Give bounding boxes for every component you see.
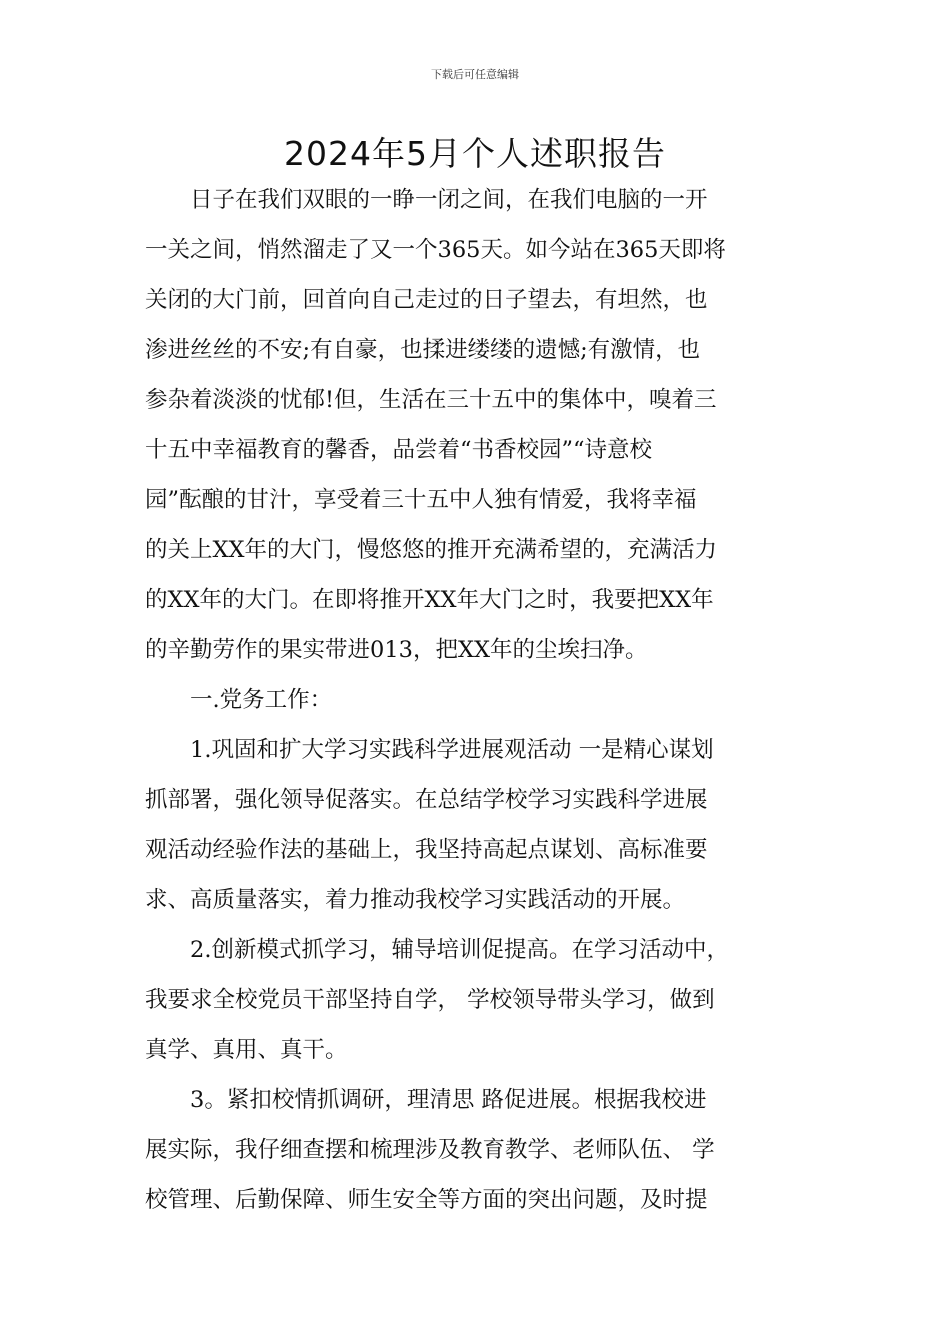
body-line: 求、高质量落实，着力推动我校学习实践活动的开展。 xyxy=(145,887,686,913)
body-line: 的辛勤劳作的果实带进013，把XX年的尘埃扫净。 xyxy=(145,637,648,663)
body-line: 2.创新模式抓学习，辅导培训促提高。在学习活动中， xyxy=(145,937,729,963)
body-line: 园”酝酿的甘汁，享受着三十五中人独有情爱，我将幸福 xyxy=(145,487,697,513)
body-line: 渗进丝丝的不安;有自豪，也揉进缕缕的遗憾;有激情，也 xyxy=(145,337,701,363)
body-line: 日子在我们双眼的一睁一闭之间，在我们电脑的一开 xyxy=(145,187,708,213)
body-line: 观活动经验作法的基础上，我坚持高起点谋划、高标准要 xyxy=(145,837,708,863)
body-line: 十五中幸福教育的馨香，品尝着“书香校园”“诗意校 xyxy=(145,437,653,463)
body-line: 我要求全校党员干部坚持自学， 学校领导带头学习，做到 xyxy=(145,987,715,1013)
body-line: 抓部署，强化领导促落实。在总结学校学习实践科学进展 xyxy=(145,787,708,813)
body-line: 的关上XX年的大门，慢悠悠的推开充满希望的，充满活力 xyxy=(145,537,718,563)
body-line: 1.巩固和扩大学习实践科学进展观活动 一是精心谋划 xyxy=(145,737,714,763)
document-title: 2024年5月个人述职报告 xyxy=(284,134,666,173)
section-heading: 一.党务工作： xyxy=(145,687,333,713)
body-line: 3。紧扣校情抓调研，理清思 路促进展。根据我校进 xyxy=(145,1087,707,1113)
body-line: 关闭的大门前，回首向自己走过的日子望去，有坦然，也 xyxy=(145,287,708,313)
body-line: 参杂着淡淡的忧郁!但，生活在三十五中的集体中，嗅着三 xyxy=(145,387,717,413)
body-line: 真学、真用、真干。 xyxy=(145,1037,348,1063)
body-line: 校管理、后勤保障、师生安全等方面的突出问题，及时提 xyxy=(145,1187,708,1213)
body-line: 展实际，我仔细查摆和梳理涉及教育教学、老师队伍、 学 xyxy=(145,1137,715,1163)
header-note: 下载后可任意编辑 xyxy=(431,68,519,81)
body-line: 一关之间，悄然溜走了又一个365天。如今站在365天即将 xyxy=(145,237,726,263)
body-line: 的XX年的大门。在即将推开XX年大门之时，我要把XX年 xyxy=(145,587,714,613)
document-body xyxy=(145,175,810,1225)
